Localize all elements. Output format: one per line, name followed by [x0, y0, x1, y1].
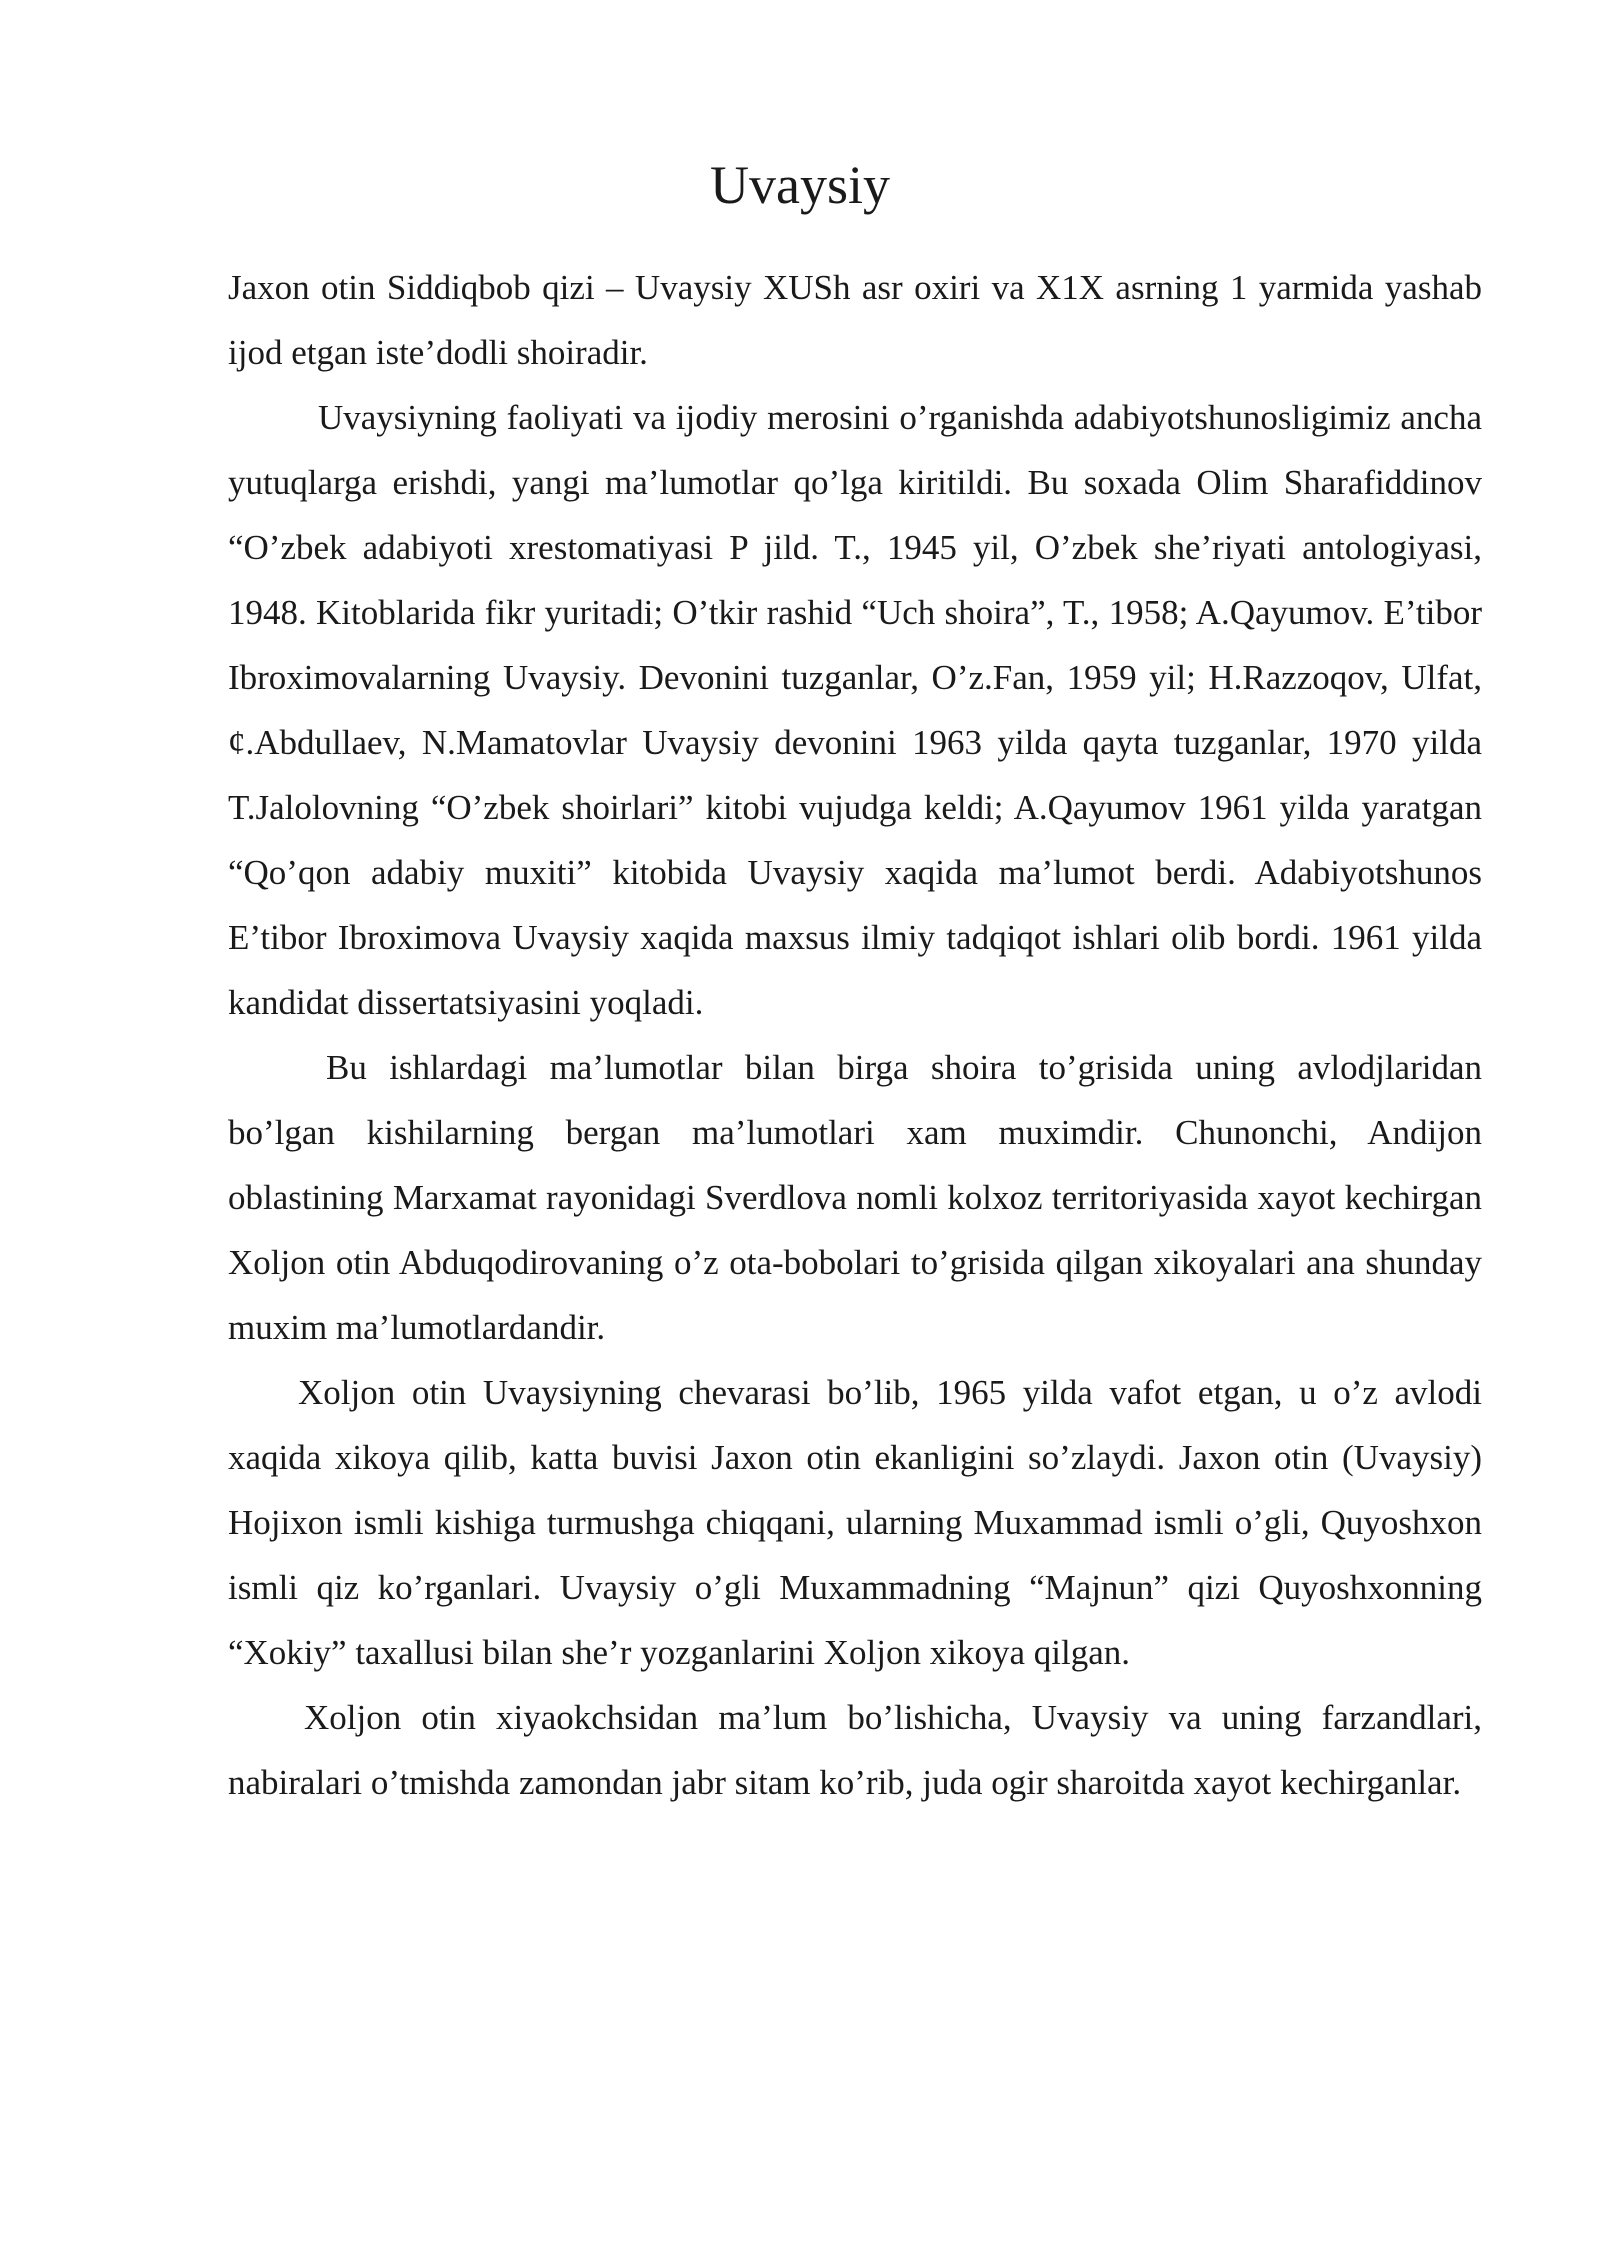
paragraph-xoljon: Xoljon otin Uvaysiyning chevarasi bo’lib, 1965 yilda vafot etgan, u o’z avlodi xaqida xikoya qilib, katta buvisi Jaxon otin ekanligini so’zlaydi. Jaxon otin (Uvaysiy) Hojixon ismli kishiga turmushga chiqqani, ularning Muxammad ismli o’gli, Quyoshxon ismli qiz ko’rganlari. Uvaysiy o’gli Muxammadning “Majnun” qizi Quyoshxonning “Xokiy” taxallusi bilan she’r yozganlarini Xoljon xikoya qilgan.: [228, 1373, 1482, 1672]
paragraph-hardship: Xoljon otin xiyaokchsidan ma’lum bo’lishicha, Uvaysiy va uning farzandlari, nabiralari o’tmishda zamondan jabr sitam ko’rib, juda ogir sharoitda xayot kechirganlar.: [228, 1698, 1482, 1802]
document-body: [228, 255, 1482, 1815]
paragraph-research: Uvaysiyning faoliyati va ijodiy merosini o’rganishda adabiyotshunosligimiz ancha yutuqlarga erishdi, yangi ma’lumotlar qo’lga kiritildi. Bu soxada Olim Sharafiddinov “O’zbek adabiyoti xrestomatiyasi P jild. T., 1945 yil, O’zbek she’riyati antologiyasi, 1948. Kitoblarida fikr yuritadi; O’tkir rashid “Uch shoira”, T., 1958; A.Qayumov. E’tibor Ibroximovalarning Uvaysiy. Devonini tuzganlar, O’z.Fan, 1959 yil; H.Razzoqov, Ulfat, ¢.Abdullaev, N.Mamatovlar Uvaysiy devonini 1963 yilda qayta tuzganlar, 1970 yilda T.Jalolovning “O’zbek shoirlari” kitobi vujudga keldi; A.Qayumov 1961 yilda yaratgan “Qo’qon adabiy muxiti” kitobida Uvaysiy xaqida ma’lumot berdi. Adabiyotshunos E’tibor Ibroximova Uvaysiy xaqida maxsus ilmiy tadqiqot ishlari olib bordi. 1961 yilda kandidat dissertatsiyasini yoqladi.: [228, 398, 1482, 1022]
paragraph-descendants: Bu ishlardagi ma’lumotlar bilan birga shoira to’grisida uning avlodjlaridan bo’lgan kishilarning bergan ma’lumotlari xam muximdir. Chunonchi, Andijon oblastining Marxamat rayonidagi Sverdlova nomli kolxoz territoriyasida xayot kechirgan Xoljon otin Abduqodirovaning o’z ota-bobolari to’grisida qilgan xikoyalari ana shunday muxim ma’lumotlardandir.: [228, 1048, 1482, 1347]
paragraph-intro: Jaxon otin Siddiqbob qizi – Uvaysiy XUSh asr oxiri va X1X asrning 1 yarmida yashab ijod etgan iste’dodli shoiradir.: [228, 268, 1482, 372]
document-title: Uvaysiy: [710, 155, 890, 215]
